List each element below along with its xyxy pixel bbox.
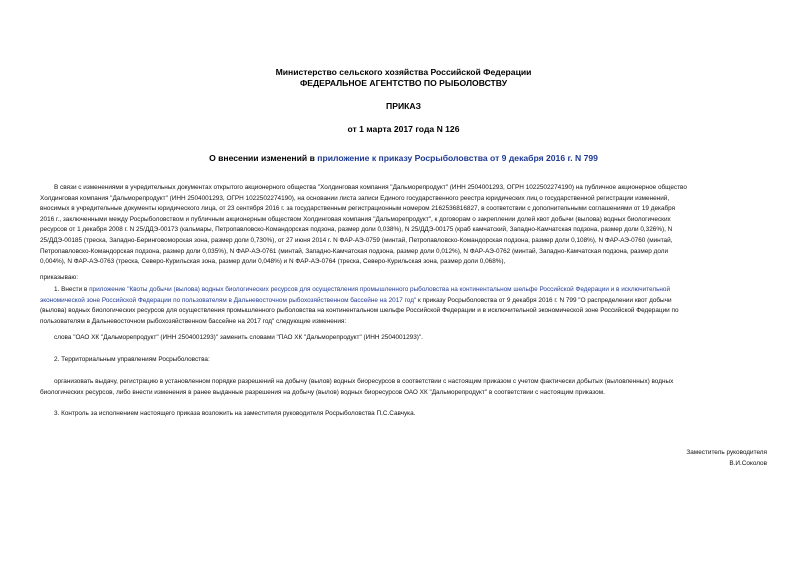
intro-line: В связи с изменениями в учредительных документах открытого акционерного общества "Холдинговая компания "Дальморепродукт" (ИНН 2504001293, ОГРН 1022502274190) на публичное акционерное общество xyxy=(54,184,687,191)
intro-paragraph xyxy=(40,183,765,268)
item-1-start: 1. Внести в xyxy=(54,286,90,293)
item-2-line: биологических ресурсов, либо внести изменения в ранее выданные разрешения на добычу (вылов) водных биоресурсов ОАО ХК "Дальморепродукт" в соответствии с настоящим приказом. xyxy=(40,388,605,396)
item-2-paragraph xyxy=(40,377,765,398)
replace-paragraph xyxy=(40,333,765,344)
prikazyvayu-line xyxy=(40,273,765,284)
item-3-text: 3. Контроль за исполнением настоящего приказа возложить на заместителя руководителя Росрыболовства П.С.Савчука. xyxy=(54,410,416,417)
item-3-paragraph xyxy=(40,409,765,420)
intro-line: 25/ДДЭ-00185 (треска, Западно-Беринговоморская зона, размер доли 0,730%), от 27 июня 2014 г. N ФАР-АЭ-0759 (минтай, Петропавловско-Командорская подзона, размер доли 0,108%), N ФАР-АЭ-0760 (минтай, xyxy=(40,236,673,244)
doc-type-heading: ПРИКАЗ xyxy=(386,101,421,111)
item-1-link-part1[interactable]: приложение "Квоты добычи (вылова) водных биологических ресурсов для осуществления промышленного рыболовства на континентальном шельфе Российской Федерации и в исключительной xyxy=(89,286,671,293)
intro-line: 0,004%), N ФАР-АЭ-0763 (треска, Северо-Курильская зона, размер доли 0,048%) и N ФАР-АЭ-0764 (треска, Северо-Курильская зона, размер доли 0,068%), xyxy=(40,258,506,266)
item-1-link-part2[interactable]: экономической зоне Российской Федерации по пользователям в Дальневосточном рыбохозяйственном бассейне на 2017 год" xyxy=(40,296,417,304)
agency-heading: ФЕДЕРАЛЬНОЕ АГЕНТСТВО ПО РЫБОЛОВСТВУ xyxy=(299,78,508,88)
intro-line: вносимых в учредительные документы юридического лица, от 23 сентября 2016 г. за государственным регистрационным номером 2162536816827, в соответствии с дополнительными соглашениями от 19 декабря xyxy=(40,205,676,213)
item-2-heading: 2. Территориальным управлениям Росрыболовства: xyxy=(54,356,210,363)
item-1-line: (вылова) водных биологических ресурсов для осуществления промышленного рыболовства на континентальном шельфе Российской Федерации и в исключительной экономической зоне Российской Федерации по xyxy=(40,307,679,315)
item-1-line xyxy=(40,296,765,307)
item-1-line: пользователям в Дальневосточном рыбохозяйственном бассейне на 2017 год" следующие изменения: xyxy=(40,317,347,325)
signature-position: Заместитель руководителя xyxy=(686,449,767,456)
item-1-paragraph xyxy=(40,285,765,327)
replace-text: слова "ОАО ХК "Дальморепродукт" (ИНН 2504001293)" заменить словами "ПАО ХК "Дальморепродукт" (ИНН 2504001293)". xyxy=(54,334,423,341)
intro-line: Петропавловско-Командорская подзона, размер доли 0,035%), N ФАР-АЭ-0761 (минтай, Западно-Камчатская подзона, размер доли 0,012%), N ФАР-АЭ-0762 (минтай, Западно-Камчатская подзона, размер доли xyxy=(40,247,669,255)
item-2-line: организовать выдачу, регистрацию в установленном порядке разрешений на добычу (вылов) водных биоресурсов в соответствии с настоящим приказом с учетом фактически добытых (выловленных) водных xyxy=(54,378,674,385)
title-link[interactable]: приложение к приказу Росрыболовства от 9 декабря 2016 г. N 799 xyxy=(317,153,598,163)
item-1-line xyxy=(40,285,765,296)
intro-line: 2016 г., заключенными между Росрыболовством и публичным акционерным обществом Холдинговая компания "Дальморепродукт", к договорам о закреплении долей квот добычи (вылова) водных биологических xyxy=(40,215,671,223)
intro-line: ресурсов от 1 декабря 2008 г. N 25/ДДЭ-00173 (кальмары, Петропавловско-Командорская подзона, размер доли 0,038%), N 25/ДДЭ-00175 (краб камчатский, Западно-Камчатская подзона, размер доли 0,326%), N xyxy=(40,226,673,234)
item-2-heading-block xyxy=(40,355,765,366)
document-title xyxy=(0,153,807,164)
signature-name: В.И.Соколов xyxy=(729,460,767,467)
date-number-heading: от 1 марта 2017 года N 126 xyxy=(347,124,460,134)
ministry-heading: Министерство сельского хозяйства Российской Федерации xyxy=(275,67,532,77)
item-1-mid: к приказу Росрыболовства от 9 декабря 2016 г. N 799 "О распределении квот добычи xyxy=(416,296,672,304)
prikazyvayu-text: приказываю: xyxy=(40,274,78,281)
title-prefix: О внесении изменений в xyxy=(209,153,318,163)
intro-line: Холдинговая компания "Дальморепродукт" (ИНН 2504001293, ОГРН 1022502274190), на основании листа записи Единого государственного реестра юридических лиц о государственной регистрации изменений, xyxy=(40,194,670,202)
